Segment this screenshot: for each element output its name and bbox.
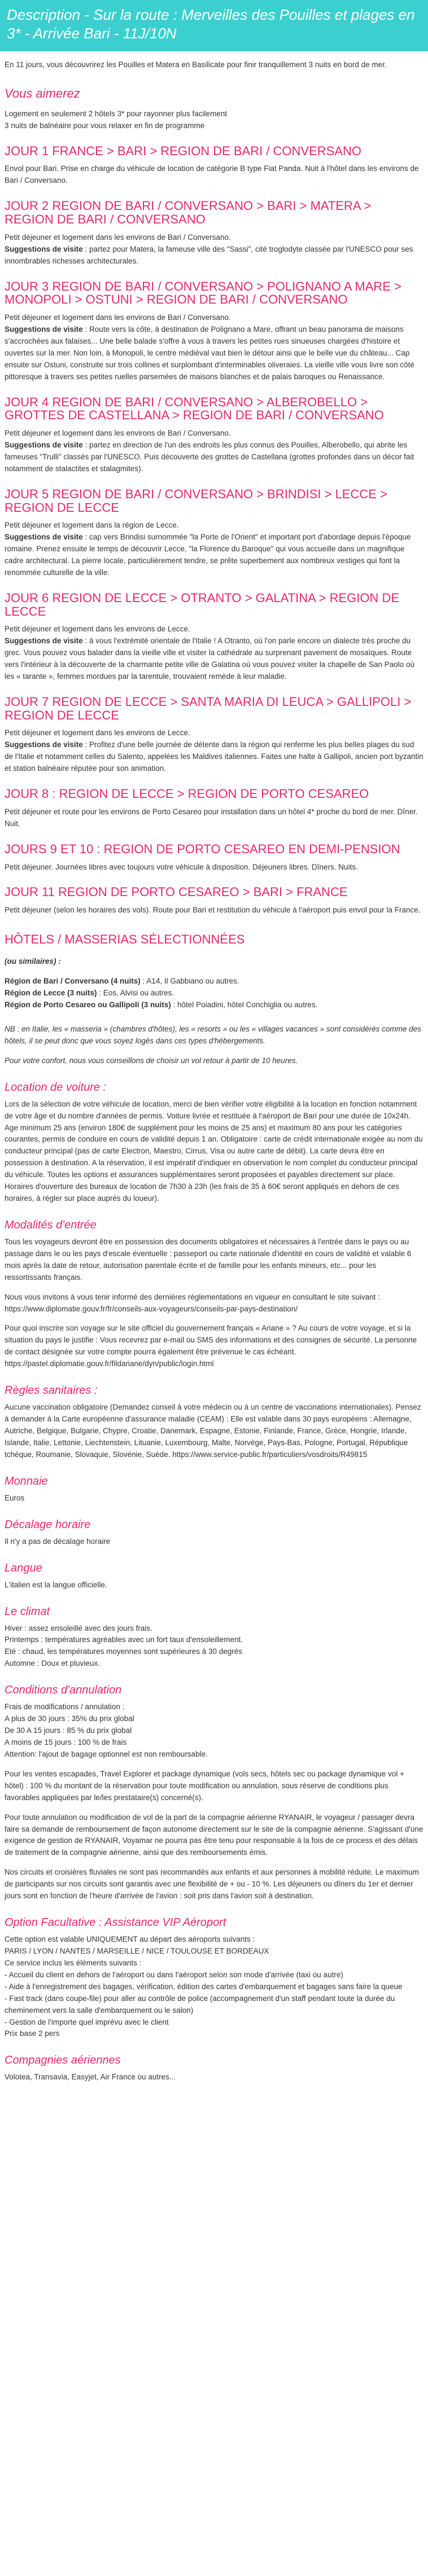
- formalites-p2: Nous vous invitons à vous tenir informé des dernières réglementations en vigueur en consultant le site suivant : https://www.diplomatie.gouv.fr/fr/conseils-aux-voyageurs/conseils-par-pays-destination/: [5, 1292, 380, 1313]
- day-heading: JOUR 5 REGION DE BARI / CONVERSANO > BRINDISI > LECCE > REGION DE LECCE: [5, 486, 387, 515]
- day-suggestions: [5, 637, 414, 681]
- decalage-text: Il n'y a pas de décalage horaire: [5, 1537, 111, 1546]
- hotels-heading: HÔTELS / MASSERIAS SÉLECTIONNÉES: [5, 932, 245, 947]
- conditions-item: Attention: l'ajout de bagage optionnel est non remboursable.: [5, 1749, 208, 1758]
- langue-text: L'italien est la langue officielle.: [5, 1580, 107, 1589]
- vip-item: Cette option est valable UNIQUEMENT au départ des aéroports suivants :: [5, 1935, 255, 1944]
- suggestions-text: : à vous l'extrémité orientale de l'Italie ! A Otranto, où l'on parle encore un dialecte très proche du grec. Vous pouvez vous balader dans la vieille ville et visiter la cathédrale au surprenant pavement de mosaïques. Route vers l'intérieur à la découverte de la charmante petite ville de Galatina où vous pouvez visiter la chapelle de San Paolo où les « tarante », femmes mordues par la tarentule, trouvaient remède à leur maladie.: [5, 637, 415, 681]
- compagnies-text: Volotea, Transavia, Easyjet, Air France ou autres...: [5, 2073, 176, 2082]
- day-lodging: Petit déjeuner et logement dans les environs de Bari / Conversano.: [5, 232, 231, 242]
- day-heading: JOUR 8 : REGION DE LECCE > REGION DE PORTO CESAREO: [5, 787, 369, 801]
- vip-item: Prix base 2 pers: [5, 2029, 60, 2038]
- hotel-names: : Eos, Alvisi ou autres.: [97, 989, 174, 998]
- vous-aimerez-item: 3 nuits de balnéaire pour vous relaxer en fin de programme: [5, 121, 205, 130]
- suggestions-label: Suggestions de visite: [5, 244, 83, 253]
- day-text: [5, 232, 423, 267]
- sanitaires-text: Aucune vaccination obligatoire (Demandez conseil à votre médecin ou à un centre de vaccinations internationales). Pensez à demander à la Carte européenne d'assurance maladie (CEAM) : Elle est valable dans 30 pays européens : Allemagne, Autriche, Belgique, Bulgarie, Chypre, Croatie, Danemark, Espagne, Estonie, Finlande, France, Grèce, Hongrie, Irlande, Islande, Italie, Lettonie, Liechtenstein, Lituanie, Luxembourg, Malte, Norvège, Pays-Bas, Pologne, Portugal, République tchèque, Roumanie, Slovaquie, Slovénie, Suède. https://www.service-public.fr/particuliers/vosdroits/R49815: [5, 1403, 421, 1459]
- hotels-confort: Pour votre confort, nous vous conseillons de choisir un vol retour à partir de 10 heures.: [5, 1056, 298, 1065]
- location-text: Lors de la sélection de votre véhicule de location, merci de bien vérifier votre éligibilité à la location en fonction notamment de votre âge et du nombre d'années de permis. Voiture livrée et restituée à l'aéroport de Bari pour une durée de 10x24h. Age minimum 25 ans (environ 180€ de supplément pour les moins de 25 ans) et maximum 80 ans pour les catégories courantes, permis de conduire en cours de validité depuis 1 an. Obligatoire : carte de crédit internationale exigée au nom du conducteur principal (pas de carte Electron, Maestro, Cirrus, Visa ou autre carte de débit). La carte devra être en possession à destination. A la réservation, il est impératif d'indiquer en observation le nom complet du conducteur principal du véhicule. Toutes les options et assurances supplémentaires seront proposées et payables directement sur place. Horaires d'ouverture des bureaux de location de 7h30 à 23h (les frais de 35 à 60€ seront appliqués en dehors de ces horaires, à régler sur place auprès du loueur).: [5, 1099, 423, 1203]
- vip-item: - Fast track (dans coupe-file) pour aller au contrôle de police (accompagnement d'un staff pendant toute la durée du cheminement vers la salle d'embarquement ou le salon): [5, 1994, 395, 2015]
- hotel-region: Région de Porto Cesareo ou Gallipoli (3 nuits): [5, 1000, 171, 1009]
- main-content: [0, 59, 428, 2084]
- suggestions-label: Suggestions de visite: [5, 441, 83, 449]
- day-heading: JOURS 9 ET 10 : REGION DE PORTO CESAREO EN DEMI-PENSION: [5, 841, 400, 856]
- suggestions-text: : partez pour Matera, la fameuse ville des "Sassi", cité troglodyte classée par l'UNESCO pour ses innombrables richesses architecturales.: [5, 244, 413, 265]
- day-heading: JOUR 11 REGION DE PORTO CESAREO > BARI > FRANCE: [5, 885, 348, 899]
- monnaie-heading: Monnaie: [5, 1474, 48, 1487]
- day-heading: JOUR 4 REGION DE BARI / CONVERSANO > ALBEROBELLO > GROTTES DE CASTELLANA > REGION DE BARI / CONVERSANO: [5, 394, 384, 423]
- hotels-intro-text: (ou similaires) :: [5, 957, 61, 966]
- vip-item: - Accueil du client en dehors de l'aéroport ou dans l'aéroport selon son mode d'arrivée (taxi ou autre): [5, 1970, 343, 1979]
- day-suggestions: [5, 245, 413, 265]
- day-heading: JOUR 6 REGION DE LECCE > OTRANTO > GALATINA > REGION DE LECCE: [5, 590, 400, 618]
- conditions-p3: Pour toute annulation ou modification de vol de la part de la compagnie aérienne RYANAIR, le voyageur / passager devra faire sa demande de remboursement de façon autonome directement sur le site de la compagnie aérienne. S'agissant d'une exigence de gestion de RYANAIR, Voyamar ne pourra pas être tenu pour responsable à la fois de ce process et des délais de traitement de la compagnie aérienne, ainsi que des remboursements émis.: [5, 1813, 423, 1857]
- day-suggestions: [5, 441, 414, 473]
- day-text: [5, 520, 423, 579]
- suggestions-text: : Route vers la côte, à destination de Polignano a Mare, offrant un beau panorama de maisons s'accrochées aux falaises... Une belle balade s'offre à vous à travers les petites rues sinueuses chargées d'histoire et ouvertes sur la mer. Non loin, à Monopoli, le centre médiéval vaut bien le détour ainsi que le belle vue du château... Cap ensuite sur Ostuni, construite sur trois collines et surplombant d'interminables oliveraies. La vieille ville vous livre son côté pittoresque à travers ses petites ruelles parsemées de maisons blanches et de palais baroques ou Renaissance.: [5, 324, 414, 381]
- suggestions-text: : Profitez d'une belle journée de détente dans la région qui renferme les plus belles plages du sud de l'Italie et notamment celles du Salento, appelées les Maldives italiennes. Faites une halte à Gallipoli, ancien port byzantin et station balnéaire réputée pour son animation.: [5, 740, 423, 773]
- vip-item: PARIS / LYON / NANTES / MARSEILLE / NICE / TOULOUSE ET BORDEAUX: [5, 1946, 269, 1955]
- suggestions-text: : cap vers Brindisi surnommée "la Porte de l'Orient" et important port d'abordage depuis l'époque romaine. Prenez ensuite le temps de découvrir Lecce, "la Florence du Baroque" qui vous accueille dans un magnifique cadre architectural. La pierre locale, particulièrement tendre, se prête superbement aux nombreux vestiges qui font la renommée culturelle de la ville.: [5, 533, 411, 577]
- climat-item: Hiver : assez ensoleillé avec des jours frais.: [5, 1623, 152, 1633]
- day-text: Petit déjeuner et route pour les environs de Porto Cesareo pour installation dans un hôtel 4* proche du bord de mer. Dîner. Nuit.: [5, 807, 418, 828]
- suggestions-label: Suggestions de visite: [5, 324, 83, 333]
- suggestions-label: Suggestions de visite: [5, 533, 83, 542]
- day-text: [5, 727, 423, 775]
- day-text: [5, 312, 423, 383]
- climat-list: [5, 1623, 423, 1670]
- formalites-p1: Tous les voyageurs devront être en possession des documents obligatoires et nécessaires à l'entrée dans le pays ou au passage dans le ou les pays d'escale éventuelle : passeport ou carte nationale d'identité en cours de validité et valable 6 mois après la date de retour, autorisation parentale écrite et de famille pour les enfants mineurs, etc... pour les ressortissants français.: [5, 1237, 412, 1282]
- hotel-names: : A14, Il Gabbiano ou autres.: [140, 977, 239, 986]
- hotels-nb: NB : en Italie, les « masseria » (chambres d'hôtes), les « resorts » ou les « villages vacances » sont considérés comme des hôtels, il se peut donc que vous soyez logés dans ces types d'hébergements.: [5, 1024, 421, 1045]
- conditions-item: A plus de 30 jours : 35% du prix global: [5, 1714, 134, 1723]
- intro-text: En 11 jours, vous découvrirez les Pouilles et Matera en Basilicate pour finir tranquillement 3 nuits en bord de mer.: [5, 60, 387, 69]
- vip-item: - Gestion de l'importe quel imprévu avec le client: [5, 2017, 169, 2026]
- climat-heading: Le climat: [5, 1605, 50, 1618]
- day-heading: JOUR 2 REGION DE BARI / CONVERSANO > BARI > MATERA > REGION DE BARI / CONVERSANO: [5, 199, 372, 227]
- vip-list: [5, 1934, 423, 2040]
- day-text: Petit déjeuner (selon les horaires des vols). Route pour Bari et restitution du véhicule à l'aéroport puis envol pour la France.: [5, 906, 421, 915]
- climat-item: Automne : Doux et pluvieux.: [5, 1659, 100, 1668]
- day-text: Petit déjeuner. Journées libres avec toujours votre véhicule à disposition. Déjeuners libres. Dîners. Nuits.: [5, 862, 358, 871]
- monnaie-text: Euros: [5, 1493, 25, 1502]
- hotel-region: Région de Lecce (3 nuits): [5, 989, 97, 998]
- climat-item: Printemps : températures agréables avec un fort taux d'ensoleillement.: [5, 1635, 243, 1644]
- day-lodging: Petit déjeuner et logement dans les environs de Bari / Conversano.: [5, 429, 231, 438]
- day-suggestions: [5, 533, 411, 577]
- conditions-item: A moins de 15 jours : 100 % de frais: [5, 1738, 127, 1746]
- formalites-p3: Pour quoi inscrire son voyage sur le site officiel du gouvernement français « Ariane » ? Au cours de votre voyage, et si la situation du pays le justifie : Vous recevrez par e-mail ou SMS des informations et des consignes de sécurité. La personne de contact désignée sur votre compte pourra également être prévenue le cas échéant. https://pastel.diplomatie.gouv.fr/fildariane/dyn/public/login.html: [5, 1324, 417, 1368]
- day-suggestions: [5, 740, 423, 773]
- vous-aimerez-heading: Vous aimerez: [5, 86, 80, 101]
- page-title: Description - Sur la route : Merveilles des Pouilles et plages en 3* - Arrivée Bari - 11J/10N: [0, 0, 428, 51]
- suggestions-label: Suggestions de visite: [5, 740, 83, 749]
- vip-item: Ce service inclus les éléments suivants :: [5, 1958, 142, 1967]
- compagnies-heading: Compagnies aériennes: [5, 2054, 121, 2067]
- hotel-item: [5, 976, 423, 988]
- suggestions-label: Suggestions de visite: [5, 637, 83, 646]
- vous-aimerez-list: [5, 108, 423, 132]
- hotels-list: [5, 976, 423, 1011]
- conditions-item: Frais de modifications / annulation :: [5, 1702, 125, 1712]
- day-lodging: Petit déjeuner et logement dans les environs de Lecce.: [5, 625, 190, 634]
- day-heading: JOUR 7 REGION DE LECCE > SANTA MARIA DI LEUCA > GALLIPOLI > REGION DE LECCE: [5, 694, 412, 722]
- conditions-p4: Nos circuits et croisières fluviales ne sont pas recommandés aux enfants et aux personnes à mobilité réduite. Le maximum de participants sur nos circuits sont garantis avec une flexibilité de + ou - 10 %. Les déjeuners ou dîners du 1er et dernier jours sont en fonction de l'heure d'arrivée de l'avion : soit pris dans l'avion soit à destination.: [5, 1868, 419, 1901]
- vip-heading: Option Facultative : Assistance VIP Aéroport: [5, 1916, 226, 1929]
- vous-aimerez-item: Logement en seulement 2 hôtels 3* pour rayonner plus facilement: [5, 109, 227, 118]
- hotels-intro: [5, 956, 423, 968]
- day-lodging: Petit déjeuner et logement dans les environs de Bari / Conversano.: [5, 313, 231, 322]
- hotel-item: [5, 988, 423, 999]
- hotel-item: [5, 999, 423, 1011]
- langue-heading: Langue: [5, 1561, 42, 1574]
- day-heading: JOUR 1 FRANCE > BARI > REGION DE BARI / CONVERSANO: [5, 143, 362, 158]
- hotel-region: Région de Bari / Conversano (4 nuits): [5, 977, 141, 986]
- day-suggestions: [5, 325, 414, 381]
- conditions-p2: Pour les ventes escapades, Travel Explorer et package dynamique (vols secs, hôtels sec ou package dynamique vol + hôtel) : 100 % du montant de la réservation pour toute modification ou annulation, sous réserve de conditions plus favorables appliquées par le/les prestataire(s) concerné(s).: [5, 1769, 405, 1802]
- day-lodging: Petit déjeuner et logement dans les environs de Lecce.: [5, 729, 190, 738]
- day-text: Envol pour Bari. Prise en charge du véhicule de location de catégorie B type Fiat Panda. Nuit à l'hôtel dans les environs de Bari / Conversano.: [5, 164, 419, 185]
- formalites-heading: Modalités d'entrée: [5, 1218, 97, 1231]
- day-lodging: Petit déjeuner et logement dans la région de Lecce.: [5, 521, 179, 530]
- day-text: [5, 624, 423, 683]
- climat-item: Eté : chaud, les températures moyennes sont supérieures à 30 degrés: [5, 1647, 242, 1656]
- location-heading: Location de voiture :: [5, 1081, 107, 1094]
- day-text: [5, 428, 423, 475]
- conditions-list: [5, 1701, 423, 1761]
- day-heading: JOUR 3 REGION DE BARI / CONVERSANO > POLIGNANO A MARE > MONOPOLI > OSTUNI > REGION DE BARI / CONVERSANO: [5, 279, 401, 307]
- suggestions-text: : partez en direction de l'un des endroits les plus connus des Pouilles, Alberobello, qui abrite les fameuses "Trulli" classés par l'UNESCO. Puis découverte des grottes de Castellana (grottes profondes dans un décor fait notamment de stalactites et stalagmites).: [5, 441, 414, 473]
- decalage-heading: Décalage horaire: [5, 1518, 91, 1531]
- conditions-item: De 30 A 15 jours : 85 % du prix global: [5, 1726, 132, 1735]
- conditions-heading: Conditions d'annulation: [5, 1684, 122, 1697]
- sanitaires-heading: Règles sanitaires :: [5, 1384, 98, 1397]
- hotel-names: : hôtel Poiadini, hôtel Conchiglia ou autres.: [171, 1000, 318, 1009]
- vip-item: - Aide à l'enregistrement des bagages, vérification, édition des cartes d'embarquement et bagages sans faire la queue: [5, 1982, 403, 1991]
